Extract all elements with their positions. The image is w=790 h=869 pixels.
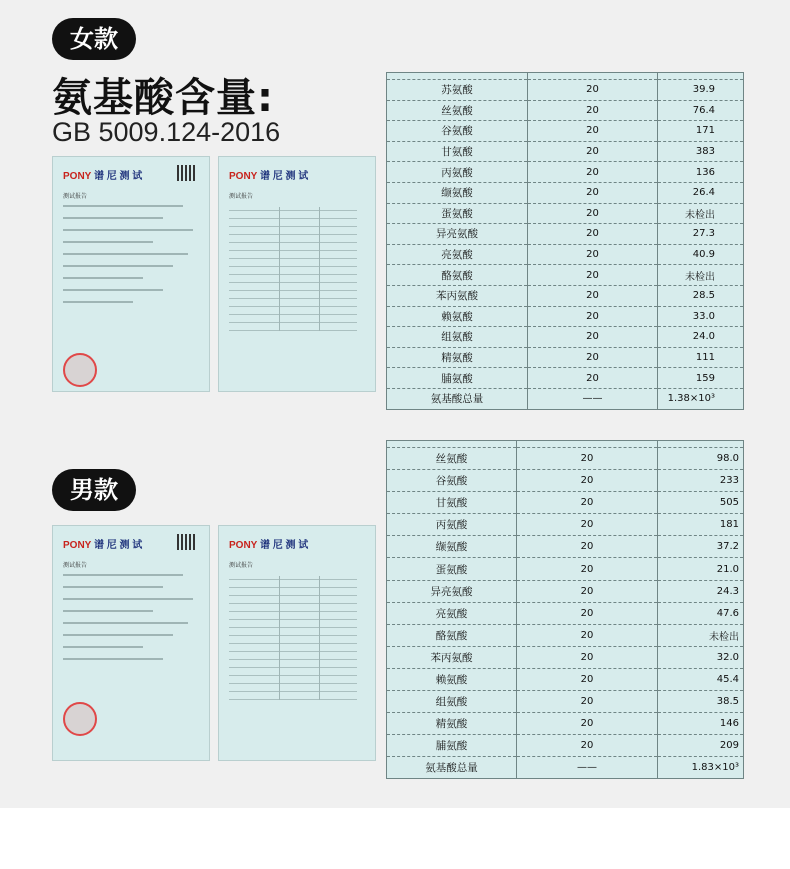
amino-acid-name-cell: 缬氨酸 [387,536,517,558]
result-value-cell: 33.0 [658,306,744,327]
report-table-thumbnail [229,207,357,331]
result-value-cell: 383 [658,141,744,162]
female-report-data-page [218,156,376,392]
amino-acid-name-cell: 缬氨酸 [387,182,528,203]
result-value-cell: 未检出 [658,624,744,646]
report-brand-logo: PONY 谱 尼 测 试 [63,171,143,182]
result-value-cell: 98.0 [658,448,744,470]
table-row [387,668,744,690]
detection-limit-cell: 20 [528,285,658,306]
qr-code-icon [177,165,197,181]
detection-limit-cell: 20 [528,347,658,368]
result-value-cell: 26.4 [658,182,744,203]
amino-acid-name-cell: 异亮氨酸 [387,224,528,245]
table-row [387,80,744,101]
result-value-cell: 38.5 [658,691,744,713]
detection-limit-cell: 20 [517,735,658,757]
amino-acid-name-cell: 亮氨酸 [387,602,517,624]
table-row [387,368,744,389]
detection-limit-cell: 20 [517,536,658,558]
table-row [387,536,744,558]
amino-acid-name-cell: 亮氨酸 [387,244,528,265]
detection-limit-cell: 20 [517,448,658,470]
result-value-cell: 21.0 [658,558,744,580]
detection-limit-cell: 20 [517,624,658,646]
amino-acid-name-cell: 苏氨酸 [387,80,528,101]
amino-acid-name-cell: 赖氨酸 [387,306,528,327]
table-spacer-row [387,441,744,448]
amino-acid-name-cell: 酪氨酸 [387,265,528,286]
detection-limit-cell: 20 [517,668,658,690]
amino-acid-name-cell: 蛋氨酸 [387,558,517,580]
detection-limit-cell: 20 [528,203,658,224]
detection-limit-cell: 20 [528,80,658,101]
result-value-cell: 1.83×10³ [658,757,744,779]
detection-limit-cell: 20 [528,265,658,286]
amino-acid-name-cell: 氨基酸总量 [387,388,528,409]
result-value-cell: 39.9 [658,80,744,101]
table-row [387,624,744,646]
result-value-cell: 181 [658,514,744,536]
female-amino-acid-table [386,72,744,410]
detection-limit-cell: 20 [528,182,658,203]
detection-limit-cell: 20 [517,713,658,735]
table-row [387,121,744,142]
detection-limit-cell: 20 [528,121,658,142]
detection-limit-cell: —— [528,388,658,409]
table-row [387,757,744,779]
table-row [387,558,744,580]
result-value-cell: 24.0 [658,327,744,348]
detection-limit-cell: —— [517,757,658,779]
detection-limit-cell: 20 [517,492,658,514]
result-value-cell: 24.3 [658,580,744,602]
report-label: 测试报告 [229,193,254,200]
table-spacer-row [387,73,744,80]
detection-limit-cell: 20 [528,244,658,265]
detection-limit-cell: 20 [528,162,658,183]
table-row [387,602,744,624]
result-value-cell: 27.3 [658,224,744,245]
table-row [387,100,744,121]
table-row [387,182,744,203]
result-value-cell: 45.4 [658,668,744,690]
male-amino-acid-table [386,440,744,779]
amino-acid-name-cell: 赖氨酸 [387,668,517,690]
detection-limit-cell: 20 [528,327,658,348]
detection-limit-cell: 20 [517,646,658,668]
result-value-cell: 111 [658,347,744,368]
male-report-data-page [218,525,376,761]
amino-acid-name-cell: 谷氨酸 [387,470,517,492]
detection-limit-cell: 20 [528,100,658,121]
table-row [387,448,744,470]
result-value-cell: 136 [658,162,744,183]
detection-limit-cell: 20 [528,306,658,327]
result-value-cell: 未检出 [658,265,744,286]
amino-acid-name-cell: 组氨酸 [387,691,517,713]
table-row [387,162,744,183]
table-row [387,141,744,162]
result-value-cell: 76.4 [658,100,744,121]
table-row [387,285,744,306]
amino-acid-name-cell: 组氨酸 [387,327,528,348]
table-row [387,646,744,668]
table-row [387,203,744,224]
detection-limit-cell: 20 [528,224,658,245]
report-brand-logo: PONY 谱 尼 测 试 [63,540,143,551]
report-brand-logo: PONY 谱 尼 测 试 [229,171,309,182]
result-value-cell: 1.38×10³ [658,388,744,409]
table-row [387,327,744,348]
table-row [387,580,744,602]
amino-acid-name-cell: 甘氨酸 [387,492,517,514]
report-label: 测试报告 [63,193,88,200]
amino-acid-name-cell: 丙氨酸 [387,162,528,183]
amino-acid-name-cell: 酪氨酸 [387,624,517,646]
amino-acid-name-cell: 脯氨酸 [387,368,528,389]
female-badge: 女款 [52,18,136,60]
table-row [387,224,744,245]
detection-limit-cell: 20 [517,558,658,580]
table-row [387,492,744,514]
amino-acid-name-cell: 丝氨酸 [387,448,517,470]
report-label: 测试报告 [63,562,88,569]
amino-acid-name-cell: 苯丙氨酸 [387,285,528,306]
table-row [387,735,744,757]
detection-limit-cell: 20 [528,141,658,162]
detection-limit-cell: 20 [517,691,658,713]
red-stamp-icon [63,353,97,387]
report-brand-logo: PONY 谱 尼 测 试 [229,540,309,551]
table-row [387,244,744,265]
table-row [387,514,744,536]
table-row [387,388,744,409]
result-value-cell: 159 [658,368,744,389]
result-value-cell: 47.6 [658,602,744,624]
amino-acid-name-cell: 谷氨酸 [387,121,528,142]
amino-acid-name-cell: 丙氨酸 [387,514,517,536]
table-row [387,347,744,368]
detection-limit-cell: 20 [517,602,658,624]
standard-code: GB 5009.124-2016 [52,117,281,147]
amino-acid-name-cell: 氨基酸总量 [387,757,517,779]
female-report-cover [52,156,210,392]
result-value-cell: 505 [658,492,744,514]
report-label: 测试报告 [229,562,254,569]
detection-limit-cell: 20 [517,580,658,602]
result-value-cell: 209 [658,735,744,757]
detection-limit-cell: 20 [517,514,658,536]
amino-acid-name-cell: 蛋氨酸 [387,203,528,224]
amino-acid-name-cell: 精氨酸 [387,713,517,735]
result-value-cell: 171 [658,121,744,142]
amino-acid-name-cell: 丝氨酸 [387,100,528,121]
detection-limit-cell: 20 [517,470,658,492]
result-value-cell: 未检出 [658,203,744,224]
male-badge: 男款 [52,469,136,511]
report-table-thumbnail [229,576,357,700]
result-value-cell: 40.9 [658,244,744,265]
qr-code-icon [177,534,197,550]
page-title: 氨基酸含量: [52,75,274,121]
result-value-cell: 28.5 [658,285,744,306]
amino-acid-name-cell: 苯丙氨酸 [387,646,517,668]
amino-acid-name-cell: 脯氨酸 [387,735,517,757]
result-value-cell: 37.2 [658,536,744,558]
table-row [387,691,744,713]
detection-limit-cell: 20 [528,368,658,389]
result-value-cell: 233 [658,470,744,492]
male-report-cover [52,525,210,761]
table-row [387,470,744,492]
result-value-cell: 32.0 [658,646,744,668]
amino-acid-name-cell: 甘氨酸 [387,141,528,162]
amino-acid-name-cell: 异亮氨酸 [387,580,517,602]
result-value-cell: 146 [658,713,744,735]
amino-acid-name-cell: 精氨酸 [387,347,528,368]
table-row [387,713,744,735]
table-row [387,265,744,286]
table-row [387,306,744,327]
red-stamp-icon [63,702,97,736]
